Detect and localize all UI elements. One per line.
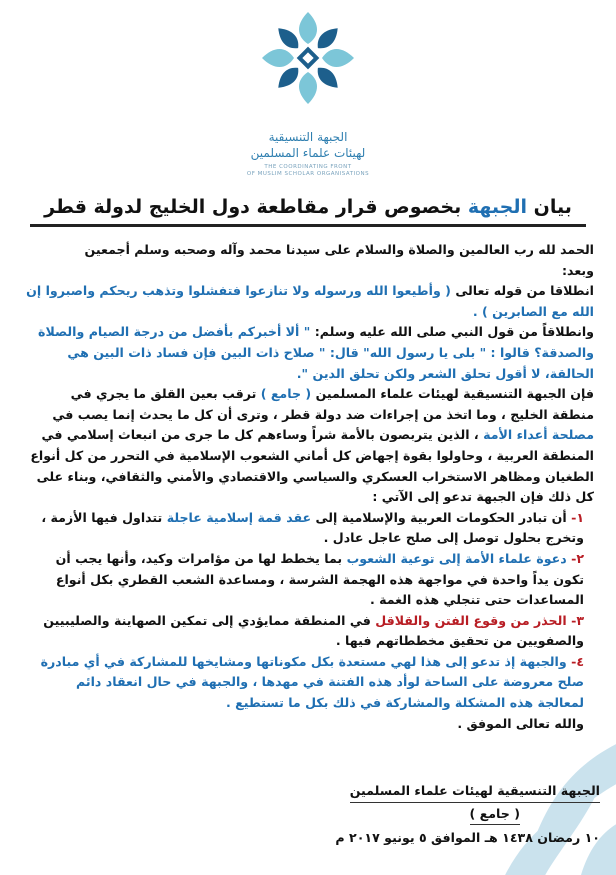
org-name-en-line2: OF MUSLIM SCHOLAR ORGANISATIONS (246, 171, 370, 177)
list-item-2: ٢- دعوة علماء الأمة إلى توعية الشعوب بما يخطط لها من مؤامرات وكيد، وأنها يجب أن تكون يداً واحدة في مواجهة هذه الهجمة الشرسة ، ومساعدة الشعب القطري بكل أنواع المساعدات حتى تنجلي هذه الغمة . (55, 550, 584, 608)
greeting: الحمد لله رب العالمين والصلاة والسلام على سيدنا محمد وآله وصحبه وسلم أجمعين (84, 242, 594, 257)
signature-abbr: ( جامع ) (470, 803, 521, 825)
list-item-3: ٣- الحذر من وقوع الفتن والقلاقل في المنطقة ممايؤدي إلى تمكين الصهاينة والصليبيين والصفويين من تحقيق مخططاتهم فيها . (43, 612, 584, 649)
org-name-ar-line2: لهيئات علماء المسلمين (250, 146, 366, 160)
org-name-ar-line1: الجبهة التنسيقية (268, 130, 348, 144)
closing: والله تعالى الموفق . (457, 715, 584, 731)
list-item-1: ١- أن تبادر الحكومات العربية والإسلامية إلى عقد قمة إسلامية عاجلة تتداول فيها الأزمة ، وتخرج بحلول توصل إلى صلح عاجل عادل . (41, 509, 584, 546)
signature-org: الجبهة التنسيقية لهيئات علماء المسلمين (350, 780, 600, 803)
wabad: وبعد: (562, 262, 594, 278)
org-name-en-line1: THE COORDINATING FRONT (264, 164, 352, 170)
signature-block (330, 780, 600, 848)
paragraph-quran-quote: انطلاقا من قوله تعالى ( وأطيعوا الله ورسوله ولا تنازعوا فتفشلوا وتذهب ريحكم واصبروا إن الله مع الصابرين ) . (26, 283, 594, 319)
org-name-en (0, 164, 616, 178)
title-part3: بخصوص قرار مقاطعة دول الخليج لدولة قطر (44, 196, 462, 218)
hadith-quote: " ألا أخبركم بأفضل من درجة الصيام والصلاة والصدقة؟ قالوا : " بلى يا رسول الله" قال: " صلاح ذات البين فإن فساد ذات البين هي الحالقة، لا أقول تحلق الشعر ولكن تحلق الدين ". (38, 324, 594, 381)
title-part1: بيان (533, 196, 572, 218)
list-item-4: ٤- والجبهة إذ تدعو إلى هذا لهي مستعدة بكل مكوناتها ومشايخها للمشاركة في أي مبادرة صلح معروضة على الساحة لوأد هذه الفتنة في مهدها ، والجبهة في حال انعقاد دائم لمعالجة هذه المشكلة والمشاركة في ذلك بكل ما تستطيع . (40, 653, 584, 711)
coordinating-front-logo-icon (258, 8, 358, 108)
signature-date: ١٠ رمضان ١٤٣٨ هـ الموافق ٥ يونيو ٢٠١٧ م (335, 830, 600, 845)
paragraph-main: فإن الجبهة التنسيقية لهيئات علماء المسلمين ( جامع ) ترقب بعين القلق ما يجري في منطقة الخليج ، وما اتخذ من إجراءات ضد دولة قطر ، وترى أن كل ما يحدث إنما يصب في مصلحة أعداء الأمة ، الذين يتربصون بالأمة شراً وساءهم كل ما جرى من انبعاث إسلامي في المنطقة العربية ، وحاولوا بقوة إجهاض كل أماني الشعوب الإسلامية في التحرر من كل أنواع الطغيان ومظاهر الاستخراب العسكري والسياسي والاقتصادي والأمني والثقافي، وبناء على كل ذلك فإن الجبهة تدعو إلى الآتي : (30, 386, 594, 505)
jami-abbr: ( جامع ) (260, 386, 312, 402)
title-part2: الجبهة (467, 196, 527, 218)
statement-title (30, 196, 586, 227)
paragraph-hadith-quote: وانطلاقاً من قول النبي صلى الله عليه وسلم: " ألا أخبركم بأفضل من درجة الصيام والصلاة والصدقة؟ قالوا : " بلى يا رسول الله" قال: " صلاح ذات البين فإن فساد ذات البين هي الحالقة، لا أقول تحلق الشعر ولكن تحلق الدين ". (38, 324, 594, 381)
statement-body (26, 240, 594, 734)
quran-quote: ( وأطيعوا الله ورسوله ولا تنازعوا فتفشلوا وتذهب ريحكم واصبروا إن الله مع الصابرين ) . (26, 283, 594, 319)
enemies-highlight: مصلحة أعداء الأمة (483, 427, 594, 443)
